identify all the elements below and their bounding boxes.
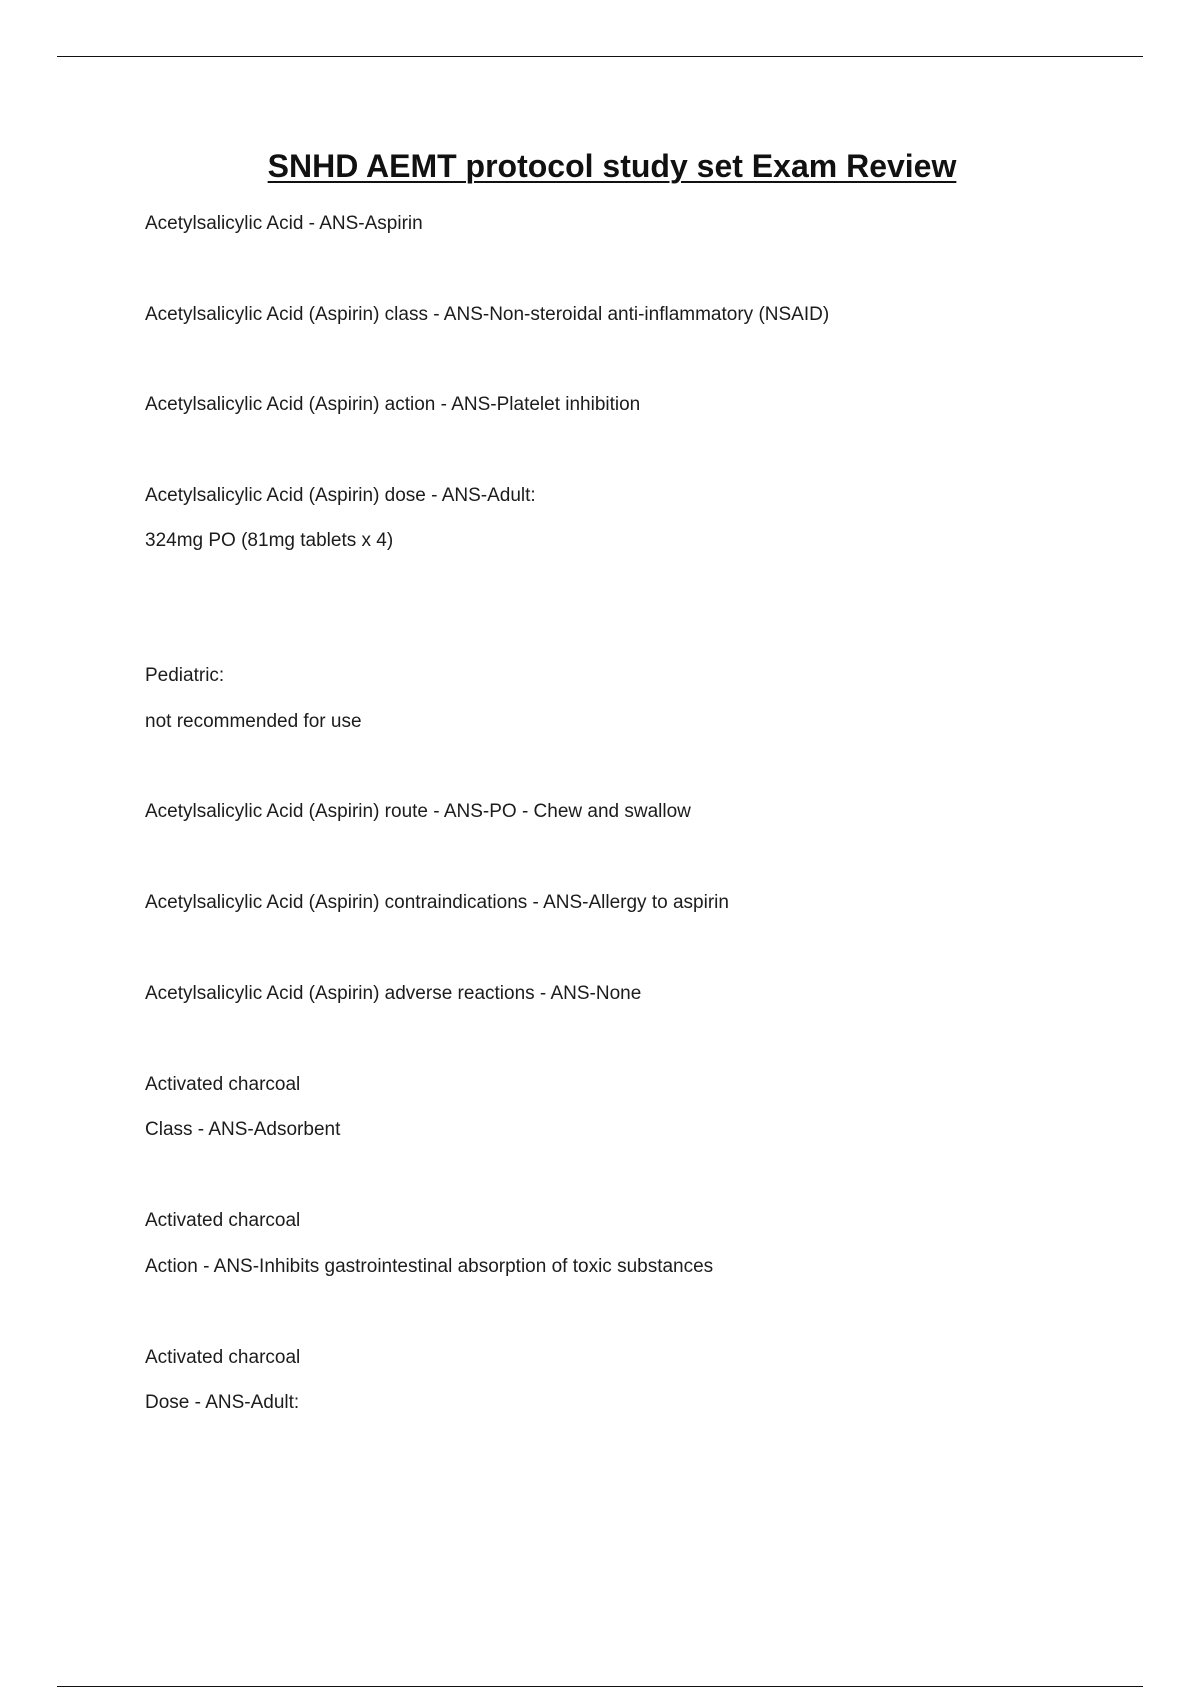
text-line: Class - ANS-Adsorbent xyxy=(145,1119,341,1140)
text-line: Activated charcoal xyxy=(145,1347,301,1368)
text-line: 324mg PO (81mg tablets x 4) xyxy=(145,530,394,551)
text-line: Acetylsalicylic Acid (Aspirin) class - ANS-Non-steroidal anti-inflammatory (NSAID) xyxy=(145,304,830,325)
text-line: Action - ANS-Inhibits gastrointestinal absorption of toxic substances xyxy=(145,1256,714,1277)
text-line: Dose - ANS-Adult: xyxy=(145,1392,300,1413)
bottom-rule xyxy=(57,1686,1143,1687)
text-line: Acetylsalicylic Acid - ANS-Aspirin xyxy=(145,213,423,234)
text-line: Acetylsalicylic Acid (Aspirin) dose - ANS-Adult: xyxy=(145,485,536,506)
text-line: not recommended for use xyxy=(145,711,362,732)
document-title: SNHD AEMT protocol study set Exam Review xyxy=(267,148,957,184)
top-rule xyxy=(57,56,1143,57)
text-line: Activated charcoal xyxy=(145,1074,301,1095)
text-line: Pediatric: xyxy=(145,665,225,686)
text-line: Activated charcoal xyxy=(145,1210,301,1231)
text-line: Acetylsalicylic Acid (Aspirin) route - ANS-PO - Chew and swallow xyxy=(145,801,691,822)
text-line: Acetylsalicylic Acid (Aspirin) adverse reactions - ANS-None xyxy=(145,983,642,1004)
text-line: Acetylsalicylic Acid (Aspirin) contraindications - ANS-Allergy to aspirin xyxy=(145,892,729,913)
text-line: Acetylsalicylic Acid (Aspirin) action - ANS-Platelet inhibition xyxy=(145,394,641,415)
